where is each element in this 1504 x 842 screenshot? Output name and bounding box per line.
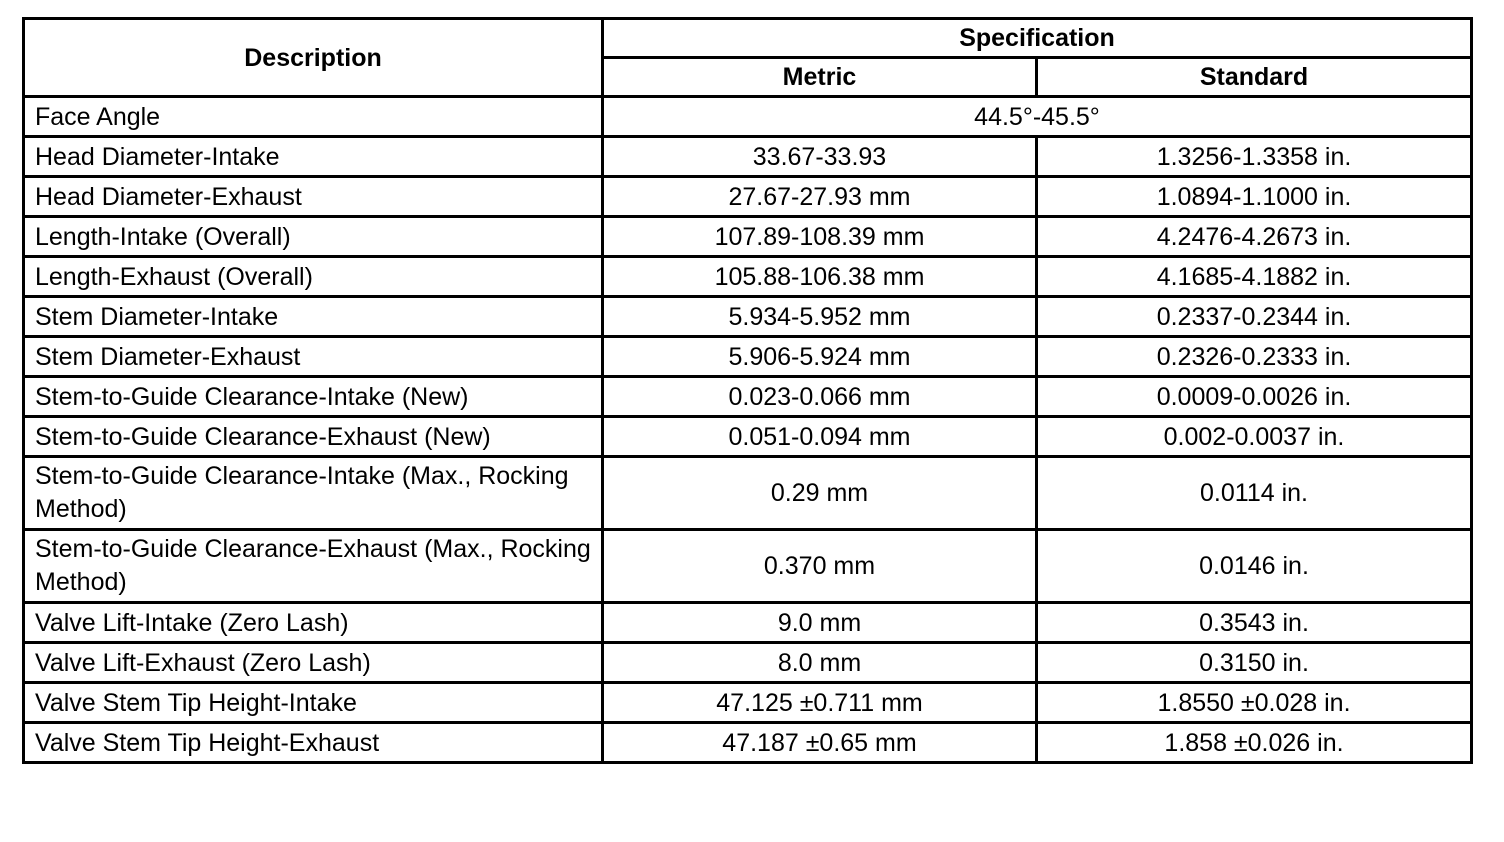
- row-standard-value: 0.0146 in.: [1037, 530, 1472, 603]
- row-description: Stem-to-Guide Clearance-Exhaust (Max., Rocking Method): [24, 530, 603, 603]
- row-metric-value: 27.67-27.93 mm: [603, 177, 1037, 217]
- row-description: Stem Diameter-Intake: [24, 297, 603, 337]
- row-description: Valve Lift-Exhaust (Zero Lash): [24, 643, 603, 683]
- row-description: Face Angle: [24, 97, 603, 137]
- row-description: Stem Diameter-Exhaust: [24, 337, 603, 377]
- row-metric-value: 5.906-5.924 mm: [603, 337, 1037, 377]
- row-metric-value: 0.370 mm: [603, 530, 1037, 603]
- table-row: [24, 137, 1472, 177]
- row-standard-value: 1.3256-1.3358 in.: [1037, 137, 1472, 177]
- row-description: Valve Stem Tip Height-Exhaust: [24, 723, 603, 763]
- specification-table: [22, 17, 1473, 764]
- row-standard-value: 0.0114 in.: [1037, 457, 1472, 530]
- row-standard-value: 1.8550 ±0.028 in.: [1037, 683, 1472, 723]
- row-standard-value: 1.858 ±0.026 in.: [1037, 723, 1472, 763]
- row-description: Length-Intake (Overall): [24, 217, 603, 257]
- table-row: [24, 417, 1472, 457]
- header-metric: Metric: [603, 58, 1037, 97]
- row-metric-value: 105.88-106.38 mm: [603, 257, 1037, 297]
- row-standard-value: 4.1685-4.1882 in.: [1037, 257, 1472, 297]
- row-description: Stem-to-Guide Clearance-Intake (New): [24, 377, 603, 417]
- row-metric-value: 0.29 mm: [603, 457, 1037, 530]
- table-row: [24, 337, 1472, 377]
- table-row: [24, 530, 1472, 603]
- row-metric-value: 9.0 mm: [603, 603, 1037, 643]
- table-row: [24, 177, 1472, 217]
- table-row: [24, 257, 1472, 297]
- row-standard-value: 1.0894-1.1000 in.: [1037, 177, 1472, 217]
- header-description: Description: [24, 19, 603, 97]
- table-row: [24, 377, 1472, 417]
- row-metric-value: 107.89-108.39 mm: [603, 217, 1037, 257]
- header-specification: Specification: [603, 19, 1472, 58]
- table-row: [24, 683, 1472, 723]
- table-header-row: [24, 19, 1472, 58]
- row-standard-value: 0.0009-0.0026 in.: [1037, 377, 1472, 417]
- row-standard-value: 4.2476-4.2673 in.: [1037, 217, 1472, 257]
- table-row: [24, 97, 1472, 137]
- table-row: [24, 457, 1472, 530]
- table-row: [24, 643, 1472, 683]
- row-metric-value: 33.67-33.93: [603, 137, 1037, 177]
- table-row: [24, 723, 1472, 763]
- row-metric-value: 0.023-0.066 mm: [603, 377, 1037, 417]
- row-standard-value: 0.3150 in.: [1037, 643, 1472, 683]
- row-combined-value: 44.5°-45.5°: [603, 97, 1472, 137]
- row-standard-value: 0.2326-0.2333 in.: [1037, 337, 1472, 377]
- row-description: Valve Stem Tip Height-Intake: [24, 683, 603, 723]
- row-metric-value: 47.187 ±0.65 mm: [603, 723, 1037, 763]
- header-standard: Standard: [1037, 58, 1472, 97]
- row-metric-value: 5.934-5.952 mm: [603, 297, 1037, 337]
- row-standard-value: 0.002-0.0037 in.: [1037, 417, 1472, 457]
- row-description: Head Diameter-Exhaust: [24, 177, 603, 217]
- table-row: [24, 217, 1472, 257]
- row-standard-value: 0.2337-0.2344 in.: [1037, 297, 1472, 337]
- row-standard-value: 0.3543 in.: [1037, 603, 1472, 643]
- table-row: [24, 297, 1472, 337]
- row-description: Stem-to-Guide Clearance-Exhaust (New): [24, 417, 603, 457]
- row-description: Length-Exhaust (Overall): [24, 257, 603, 297]
- row-description: Valve Lift-Intake (Zero Lash): [24, 603, 603, 643]
- table-row: [24, 603, 1472, 643]
- row-metric-value: 8.0 mm: [603, 643, 1037, 683]
- row-metric-value: 0.051-0.094 mm: [603, 417, 1037, 457]
- row-metric-value: 47.125 ±0.711 mm: [603, 683, 1037, 723]
- row-description: Head Diameter-Intake: [24, 137, 603, 177]
- row-description: Stem-to-Guide Clearance-Intake (Max., Rocking Method): [24, 457, 603, 530]
